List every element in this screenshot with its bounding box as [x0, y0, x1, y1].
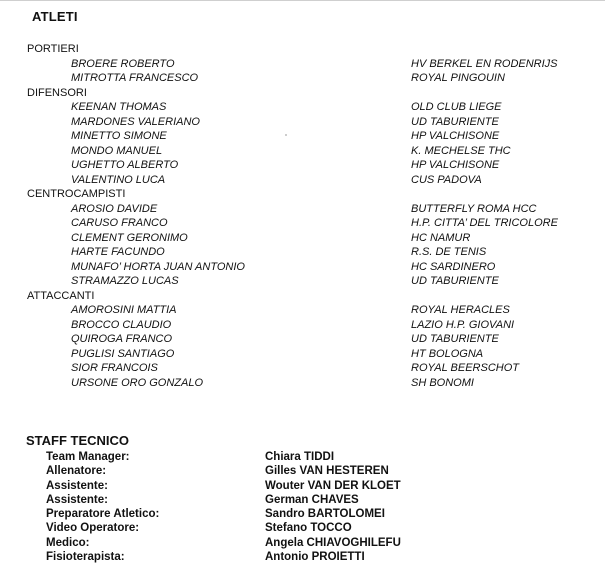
player-row [27, 303, 597, 318]
player-name: STRAMAZZO LUCAS [71, 275, 179, 287]
player-club: HC NAMUR [411, 231, 471, 244]
player-row [27, 361, 597, 376]
player-row [27, 202, 597, 217]
staff-row [46, 450, 566, 464]
staff-row [46, 507, 566, 521]
staff-row [46, 464, 566, 478]
player-club: UD TABURIENTE [411, 275, 499, 287]
player-club: UD TABURIENTE [411, 115, 499, 128]
staff-list [46, 450, 566, 564]
player-row [27, 332, 597, 347]
player-name: PUGLISI SANTIAGO [71, 347, 175, 360]
player-name: MONDO MANUEL [71, 144, 163, 157]
staff-role: Fisioterapista: [46, 551, 125, 564]
player-row [27, 144, 597, 159]
player-club: K. MECHELSE THC [411, 144, 511, 157]
player-row [27, 231, 597, 246]
player-row [27, 100, 597, 115]
player-name: BROCCO CLAUDIO [71, 318, 172, 331]
player-row [27, 260, 597, 275]
player-club: OLD CLUB LIEGE [411, 101, 502, 113]
player-row [27, 245, 597, 260]
player-name: SIOR FRANCOIS [71, 362, 158, 374]
player-row [27, 376, 597, 391]
player-club: LAZIO H.P. GIOVANI [411, 318, 515, 331]
staff-person: Angela CHIAVOGHILEFU [265, 536, 401, 549]
staff-role: Video Operatore: [46, 522, 140, 535]
scan-speck [285, 134, 287, 136]
staff-row [46, 493, 566, 507]
player-club: HT BOLOGNA [411, 347, 484, 360]
player-name: KEENAN THOMAS [71, 101, 167, 113]
role-heading: DIFENSORI [27, 86, 87, 99]
player-club: HC SARDINERO [411, 260, 496, 273]
player-row [27, 115, 597, 130]
player-row [27, 57, 597, 72]
player-club: R.S. DE TENIS [411, 246, 487, 258]
section-title-staff: STAFF TECNICO [26, 433, 130, 448]
player-row [27, 347, 597, 362]
player-row [27, 274, 597, 289]
staff-row [46, 536, 566, 550]
staff-row [46, 479, 566, 493]
staff-person: Antonio PROIETTI [265, 551, 365, 564]
player-name: CARUSO FRANCO [71, 217, 168, 229]
player-name: MARDONES VALERIANO [71, 115, 200, 128]
staff-person: Chiara TIDDI [265, 451, 335, 463]
staff-role: Assistente: [46, 493, 108, 506]
player-name: MITROTTA FRANCESCO [71, 72, 199, 84]
role-heading: PORTIERI [27, 43, 79, 55]
role-heading: ATTACCANTI [27, 289, 95, 302]
staff-person: Sandro BARTOLOMEI [265, 508, 385, 521]
staff-row [46, 550, 566, 564]
player-club: H.P. CITTA’ DEL TRICOLORE [411, 217, 558, 229]
player-club: SH BONOMI [411, 376, 474, 389]
player-name: AMOROSINI MATTIA [71, 304, 177, 316]
player-club: BUTTERFLY ROMA HCC [411, 202, 537, 215]
player-row [27, 216, 597, 231]
player-name: URSONE ORO GONZALO [71, 376, 204, 389]
player-name: QUIROGA FRANCO [71, 333, 173, 345]
player-club: HP VALCHISONE [411, 159, 500, 171]
player-club: HP VALCHISONE [411, 130, 500, 142]
player-name: BROERE ROBERTO [71, 57, 175, 70]
section-title-athletes: ATLETI [32, 9, 78, 24]
staff-person: Gilles VAN HESTEREN [265, 465, 389, 478]
player-club: UD TABURIENTE [411, 333, 499, 345]
player-club: ROYAL PINGOUIN [411, 72, 505, 84]
player-row [27, 318, 597, 333]
player-name: UGHETTO ALBERTO [71, 159, 179, 171]
athletes-roster [27, 42, 597, 390]
staff-person: Stefano TOCCO [265, 522, 352, 535]
player-name: VALENTINO LUCA [71, 173, 166, 186]
player-row [27, 173, 597, 188]
staff-person: Wouter VAN DER KLOET [265, 479, 401, 492]
role-heading: CENTROCAMPISTI [27, 188, 126, 200]
player-row [27, 129, 597, 144]
staff-role: Preparatore Atletico: [46, 508, 160, 521]
staff-row [46, 521, 566, 535]
staff-role: Allenatore: [46, 465, 107, 478]
staff-role: Medico: [46, 536, 90, 549]
player-club: ROYAL HERACLES [411, 304, 510, 316]
top-border [0, 0, 605, 1]
player-name: MUNAFO’ HORTA JUAN ANTONIO [71, 260, 245, 273]
player-club: CUS PADOVA [411, 173, 482, 186]
staff-person: German CHAVES [265, 493, 359, 506]
player-name: HARTE FACUNDO [71, 246, 165, 258]
staff-role: Assistente: [46, 479, 108, 492]
player-club: ROYAL BEERSCHOT [411, 362, 519, 374]
player-row [27, 71, 597, 86]
player-name: MINETTO SIMONE [71, 130, 167, 142]
player-name: AROSIO DAVIDE [71, 202, 158, 215]
player-name: CLEMENT GERONIMO [71, 231, 188, 244]
player-club: HV BERKEL EN RODENRIJS [411, 57, 558, 70]
staff-role: Team Manager: [46, 451, 130, 463]
player-row [27, 158, 597, 173]
